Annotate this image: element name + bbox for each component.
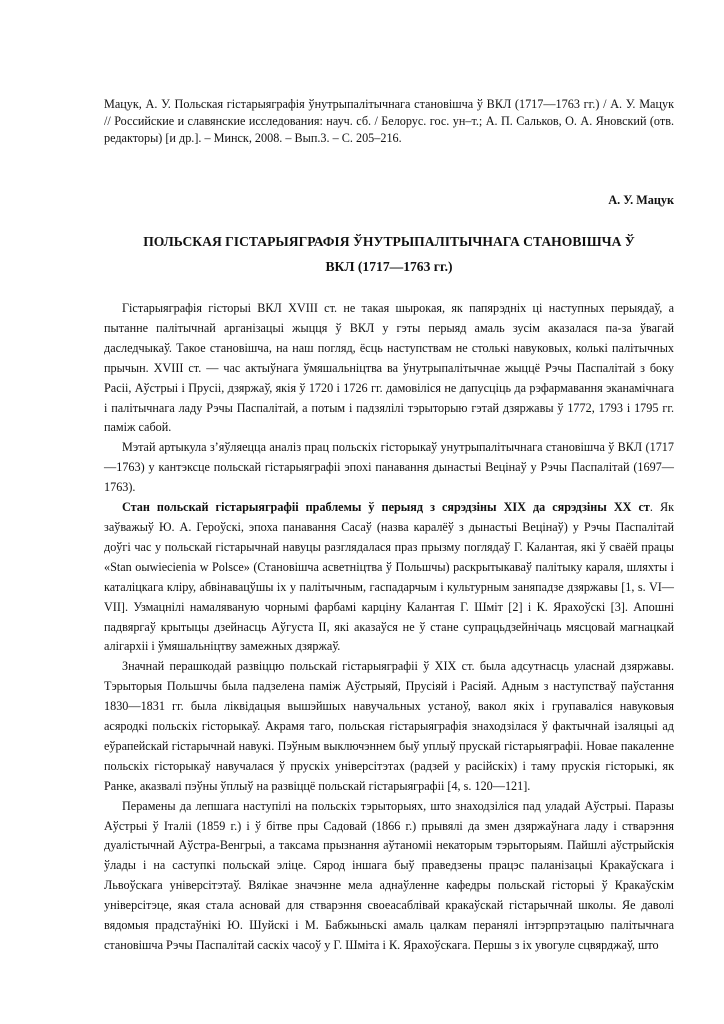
paragraph-3-text: . Як заўважыў Ю. А. Героўскі, эпоха панавання Сасаў (назва каралёў з дынастыі Вецінаў) у Рэчы Паспалітай доўгі час у польскай гістарычнай навуцы разглядалася праз прызму поглядаў Г. Калантая, які ў сваёй працы «Stan oыwiecienia w Polsce» (Становішча асветніцтва ў Польшчы) раскрытыкаваў палітыку караля, шляхты і каталіцкага кліру, абвінавацўшы іх у палітычным, гаспадарчым і культурным заняпадзе дзяржавы [1, s. VI—VII]. Узмацнілі намаляваную чорнымі фарбамі карціну Калантая Г. Шміт [2] і К. Ярахоўскі [3]. Апошні падвяргаў крытыцы дзейнасць Аўгуста II, які аказаўся не ў стане супрацьдзейнічаць мясцовай магнацкай алігархіі і ўмяшальніцтву замежных дзяржаў.: [104, 500, 674, 654]
author: А. У. Мацук: [608, 193, 674, 207]
title-line-2: ВКЛ (1717—1763 гг.): [325, 259, 453, 274]
paragraph-2: Мэтай артыкула з’яўляецца аналіз прац польскіх гісторыкаў унутрыпалітычнага становішча ў ВКЛ (1717—1763) у кантэксце польскай гістарыяграфіі эпохі панавання дынастыі Вецінаў у Рэчы Паспалітай (1697—1763).: [104, 440, 674, 495]
article-title: [104, 229, 674, 279]
paragraph-1: Гістарыяграфія гісторыі ВКЛ XVIII ст. не такая шырокая, як папярэдніх ці наступных перыядаў, а пытанне палітычнай арганізацыі жыцця ў ВКЛ у гэты перыяд амаль зусім аказалася па-за ўвагай даследчыкаў. Такое становішча, на наш погляд, ёсць наступствам не столькі навуковых, колькі палітычных прычын. XVIII ст. — час актыўнага ўмяшальніцтва ва ўнутрыпалітычнае жыццё Рэчы Паспалітай з боку Расіі, Аўстрыі і Прусіі, дзяржаў, якія ў 1720 і 1726 гг. дамовіліся не дапусціць да рэфармавання эканамічнага і палітычнага ладу Рэчы Паспалітай, а потым і падзялілі тэрыторыю гэтай дзяржавы ў 1772, 1793 і 1795 гг. паміж сабой.: [104, 301, 674, 435]
article-body: [104, 299, 674, 956]
paragraph-5: Перамены да лепшага наступілі на польскіх тэрыторыях, што знаходзіліся пад уладай Аўстрыі. Паразы Аўстрыі ў Італіі (1859 г.) і ў бітве пры Садовай (1866 г.) прывялі да змен дзяржаўнага ладу і стварэння дуалістычнай Аўстра-Венгрыі, а таксама прызнання аўтаноміі некаторым тэрыторыям. Пайшлі аўстрыйскія ўлады і на саступкі польскай эліце. Сярод іншага быў праведзены працэс паланізацыі Кракаўскага і Львоўскага універсітэтаў. Вялікае значэнне мела аднаўленне кафедры польскай гісторыі ў Кракаўскім універсітэце, якая стала асновай для стварэння своеасаблівай кракаўскай гістарычнай школы. Яе даволі вядомыя прадстаўнікі Ю. Шуйскі і М. Бабжыньскі амаль цалкам перанялі інтэрпрэтацыю палітычнага становішча Рэчы Паспалітай саскіх часоў у Г. Шміта і К. Ярахоўскага. Першы з іх увогуле сцвярджаў, што: [104, 798, 674, 952]
paragraph-4: Значнай перашкодай развіццю польскай гістарыяграфіі ў XIX ст. была адсутнасць уласнай дзяржавы. Тэрыторыя Польшчы была падзелена паміж Аўстрыяй, Прусіяй і Расіяй. Адным з наступстваў паўстання 1830—1831 гг. была ліквідацыя вышэйшых навучальных устаноў, вакол якіх і групаваліся навуковыя асяродкі польскіх гісторыкаў. Акрамя таго, польская гістарыяграфія знаходзілася ў фактычнай ізаляцыі ад еўрапейскай гістарычнай навукі. Пэўным выключэннем быў уплыў прускай гістарыяграфіі. Новае пакаленне польскіх гісторыкаў навучалася ў прускіх універсітэтах (радзей у расійскіх) і таму прускія гісторыкі, як Ранке, аказвалі пэўны ўплыў на развіццё польскай гістарыяграфіі [4, s. 120—121].: [104, 659, 674, 793]
title-line-1: ПОЛЬСКАЯ ГІСТАРЫЯГРАФІЯ ЎНУТРЫПАЛІТЫЧНАГА СТАНОВІШЧА Ў: [143, 234, 635, 249]
citation: Мацук, А. У. Польская гістарыяграфія ўнутрыпалітычнага становішча ў ВКЛ (1717—1763 гг.) / А. У. Мацук // Российские и славянские исследования: науч. сб. / Белорус. гос. ун–т.; А. П. Сальков, О. А. Яновский (отв. редакторы) [и др.]. – Минск, 2008. – Вып.3. – С. 205–216.: [104, 97, 674, 145]
page: [104, 96, 674, 956]
paragraph-3-heading: Стан польскай гістарыяграфіі праблемы ў перыяд з сярэдзіны XIX да сярэдзіны XX ст: [122, 500, 650, 515]
paragraph-3: [104, 498, 674, 657]
